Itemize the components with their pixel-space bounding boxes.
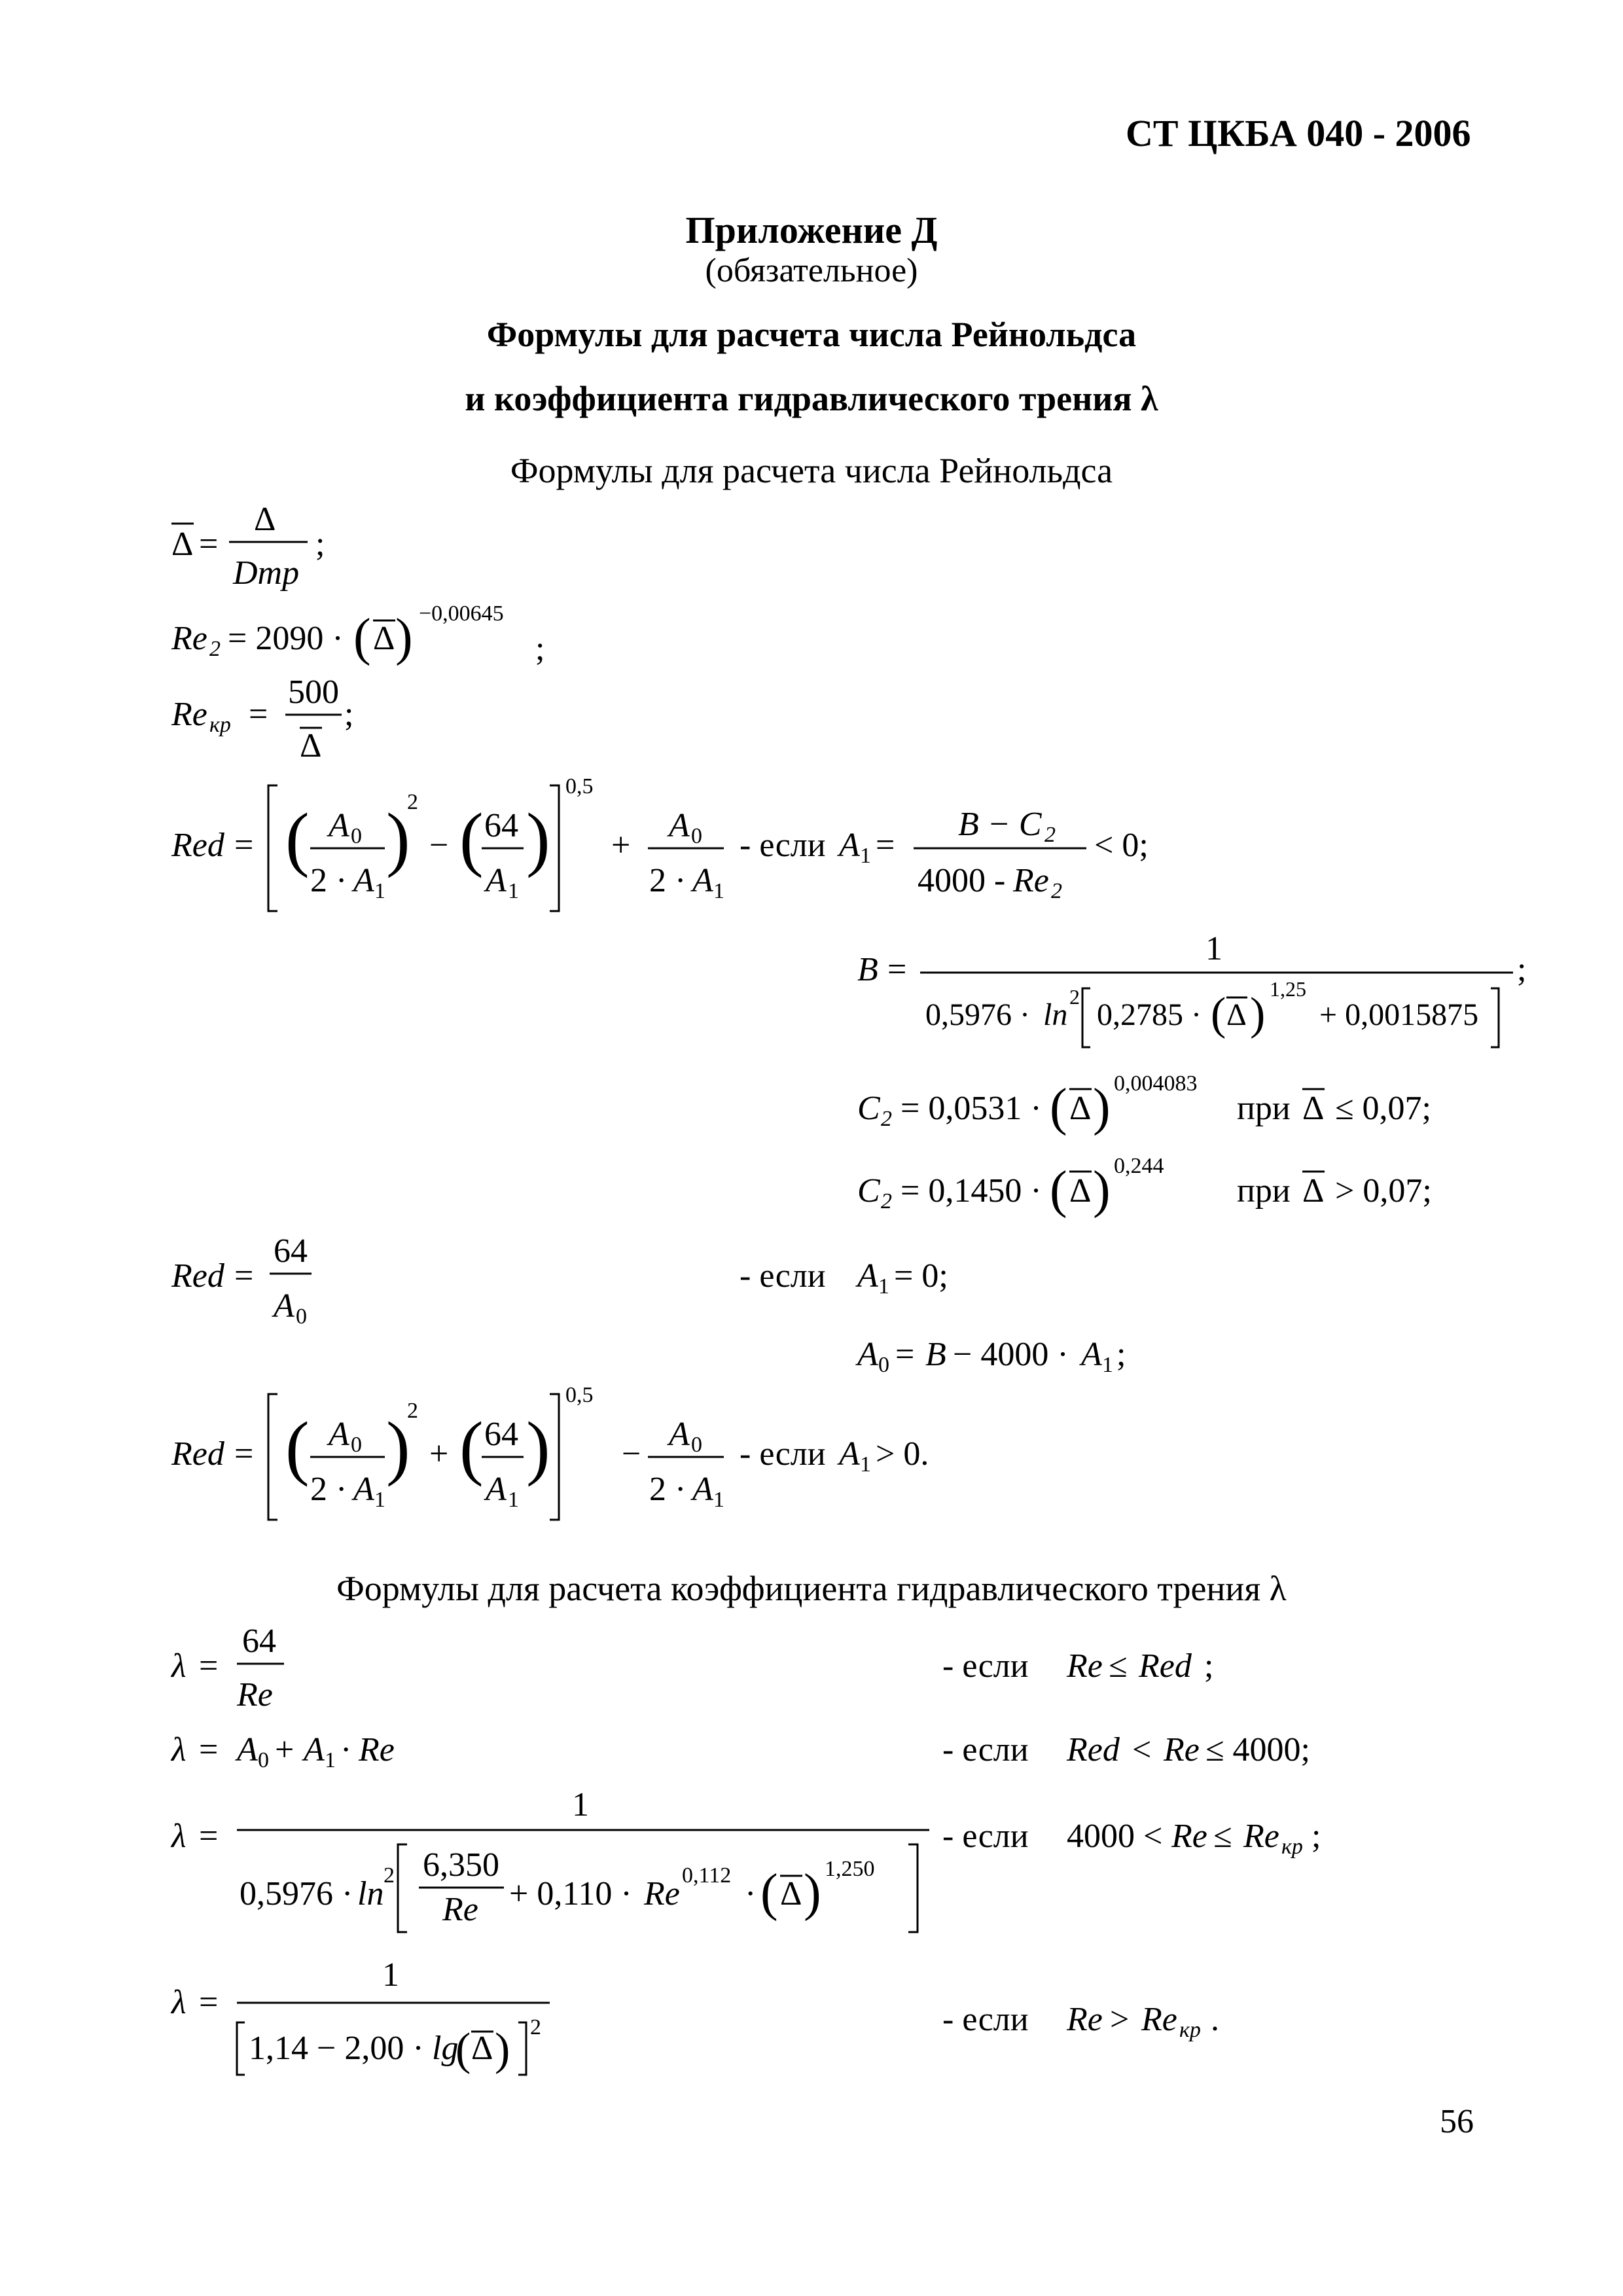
svg-text:=: = [199,1818,219,1855]
section1-title: Формулы для расчета числа Рейнольдса [510,451,1113,490]
formula-c2b [857,1154,1164,1219]
svg-text:2: 2 [1069,985,1080,1009]
cond-c2-gt [1237,1172,1432,1210]
svg-text:Red: Red [1139,1647,1192,1685]
page-number: 56 [1440,2103,1474,2140]
svg-text:1,14 − 2,00 ·: 1,14 − 2,00 · [249,2030,424,2067]
svg-text:1: 1 [325,1748,336,1772]
svg-text:кр: кр [1281,1835,1303,1859]
svg-text:Dтр: Dтр [233,554,300,592]
cond-if-4: - если [942,1647,1029,1685]
svg-text:+: + [275,1731,294,1768]
svg-text:Δ: Δ [300,727,322,764]
svg-text:0: 0 [351,1433,362,1457]
svg-text:Re: Re [442,1891,478,1928]
svg-text:500: 500 [288,673,339,711]
svg-text:=: = [234,1257,254,1295]
section2-title: Формулы для расчета коэффициента гидравлического трения λ [336,1569,1287,1608]
svg-text:Red: Red [1067,1731,1120,1768]
svg-text:;: ; [1311,1818,1321,1855]
svg-text:4000 <: 4000 < [1067,1818,1163,1855]
svg-text:Re: Re [1067,1647,1103,1685]
svg-text:(: ( [1211,989,1226,1039]
formula-rekr [171,673,353,764]
svg-text:B − C: B − C [958,806,1042,843]
svg-text:A: A [353,862,374,899]
svg-text:;: ; [535,630,545,668]
svg-text:< 0;: < 0; [1094,827,1149,864]
svg-text:0,5: 0,5 [565,1383,594,1407]
svg-text:1: 1 [382,1956,399,1994]
svg-text:A: A [669,1416,690,1453]
svg-text:1: 1 [508,1488,519,1512]
cond-if-5: - если [942,1731,1029,1768]
cond-if-2: - если [740,1257,826,1295]
svg-text:2: 2 [881,1189,892,1213]
svg-text:Δ: Δ [1302,1172,1325,1210]
svg-text:Red: Red [171,1435,224,1473]
svg-text:): ) [386,798,410,878]
svg-text:> 0.: > 0. [876,1435,929,1473]
svg-text:λ: λ [171,1647,187,1685]
svg-text:B: B [857,951,878,988]
svg-text:A: A [329,1416,349,1453]
svg-text:Re: Re [1164,1731,1200,1768]
svg-text:A: A [304,1731,325,1768]
svg-text:1: 1 [508,879,519,903]
svg-text:1: 1 [878,1274,889,1299]
svg-text:ln: ln [357,1875,384,1912]
svg-text:(: ( [459,798,484,878]
svg-text:λ: λ [171,1731,187,1768]
svg-text:Δ: Δ [254,501,276,538]
svg-text:Re: Re [359,1731,395,1768]
svg-text:<: < [1132,1731,1152,1768]
svg-text:Δ: Δ [1302,1090,1325,1127]
appendix-heading-line2: и коэффициента гидравлического трения λ [465,379,1158,418]
svg-text:ln: ln [1043,997,1068,1032]
svg-text:4000 -: 4000 - [918,862,1006,899]
svg-text:1,25: 1,25 [1270,977,1306,1001]
svg-text:1: 1 [860,844,871,868]
svg-text:≤ 4000;: ≤ 4000; [1205,1731,1310,1768]
svg-text:1,250: 1,250 [825,1857,875,1881]
svg-text:): ) [386,1407,410,1487]
svg-text:0: 0 [691,824,702,848]
svg-text:1: 1 [713,879,724,903]
svg-text:(: ( [760,1864,778,1922]
svg-text:Re: Re [237,1676,273,1713]
svg-text:=: = [249,696,268,733]
formula-lambda-2 [170,1731,395,1772]
svg-text:λ: λ [171,1984,187,2021]
svg-text:Δ: Δ [471,2030,493,2067]
svg-text:C: C [857,1090,880,1127]
svg-text:≤: ≤ [1213,1818,1232,1855]
svg-text:2: 2 [530,2015,541,2039]
svg-text:Re: Re [1013,862,1049,899]
svg-text:+ 0,110 ·: + 0,110 · [509,1875,632,1912]
svg-text:2 ·: 2 · [649,862,687,899]
cond-a1-gt0 [837,1435,929,1477]
svg-text:64: 64 [484,1416,518,1453]
svg-text:): ) [526,1407,550,1487]
appendix-status: (обязательное) [705,252,918,289]
svg-text:− 4000 ·: − 4000 · [953,1336,1069,1373]
svg-text:A: A [274,1287,294,1325]
svg-text:A: A [486,1471,507,1508]
cond-if-6: - если [942,1818,1029,1855]
svg-text:·: · [340,1731,352,1768]
svg-text:= 0,1450 ·: = 0,1450 · [901,1172,1042,1210]
svg-text:): ) [1093,1161,1111,1219]
svg-text:0: 0 [258,1748,269,1772]
svg-text:A: A [237,1731,258,1768]
svg-text:A: A [329,807,349,844]
svg-text:0,5976 ·: 0,5976 · [925,997,1030,1032]
svg-text:при: при [1237,1090,1291,1127]
svg-text:Re: Re [171,696,207,733]
svg-text:=: = [895,1336,915,1373]
svg-text:=: = [234,1435,254,1473]
svg-text:−: − [622,1435,641,1473]
svg-text:≤ 0,07;: ≤ 0,07; [1335,1090,1431,1127]
formula-red-2 [171,1232,312,1329]
svg-text:Re: Re [171,620,207,657]
svg-text:0,004083: 0,004083 [1114,1071,1198,1096]
svg-text:6,350: 6,350 [423,1846,499,1884]
standard-code: СТ ЦКБА 040 - 2006 [1126,112,1471,154]
svg-text:): ) [804,1864,821,1922]
svg-text:=: = [887,951,907,988]
svg-text:A: A [669,807,690,844]
svg-text:C: C [857,1172,880,1210]
svg-text:2: 2 [1051,879,1062,903]
cond-if-7: - если [942,2001,1029,2038]
svg-text:>: > [1110,2001,1130,2038]
svg-text:Red: Red [171,1257,224,1295]
svg-text:A: A [1081,1336,1102,1373]
svg-text:1: 1 [1205,930,1222,967]
svg-text:1: 1 [1102,1353,1113,1377]
svg-text:0,5976 ·: 0,5976 · [240,1875,353,1912]
svg-text:2 ·: 2 · [310,862,348,899]
svg-text:(: ( [285,798,310,878]
cond-a1-eq0 [855,1257,948,1299]
svg-text:=: = [234,827,254,864]
svg-text:lg: lg [432,2030,459,2067]
formula-re2 [171,601,544,668]
cond-lambda-4 [1066,2001,1219,2042]
svg-text:;: ; [344,696,354,733]
svg-text:A: A [839,827,860,864]
formula-a0 [855,1336,1126,1377]
svg-text:2: 2 [383,1863,395,1888]
svg-text:кр: кр [1179,2018,1201,2042]
svg-text:=: = [199,526,219,563]
svg-text:): ) [395,609,413,666]
cond-if-1: - если [740,827,826,864]
svg-text:= 0,0531 ·: = 0,0531 · [901,1090,1042,1127]
svg-text:= 2090 ·: = 2090 · [228,620,344,657]
svg-text:1: 1 [374,1488,385,1512]
svg-text:): ) [495,2024,510,2075]
svg-text:A: A [857,1336,878,1373]
svg-text:Δ: Δ [373,620,395,657]
formula-b [857,930,1526,1047]
svg-text:B: B [925,1336,946,1373]
svg-text:0: 0 [296,1304,307,1329]
svg-text:Δ: Δ [1226,997,1247,1032]
formula-lambda-4 [170,1956,550,2075]
svg-text:(: ( [1050,1079,1067,1136]
svg-text:64: 64 [484,807,518,844]
cond-a1-lt0 [837,806,1149,903]
svg-text:=: = [199,1731,219,1768]
svg-text:A: A [839,1435,860,1473]
svg-text:2 ·: 2 · [310,1471,348,1508]
svg-text:Re: Re [644,1875,680,1912]
svg-text:): ) [1250,989,1266,1039]
svg-text:Red: Red [171,827,224,864]
svg-text:): ) [1093,1079,1111,1136]
cond-lambda-1 [1066,1647,1213,1685]
svg-text:Δ: Δ [171,526,194,563]
svg-text:Δ: Δ [1069,1090,1092,1127]
svg-text:Δ: Δ [780,1875,802,1912]
svg-text:кр: кр [209,713,231,737]
svg-text:=: = [876,827,895,864]
svg-text:(: ( [455,2024,471,2075]
svg-text:A: A [857,1257,878,1295]
svg-text:Re: Re [1067,2001,1103,2038]
svg-text:λ: λ [171,1818,187,1855]
cond-lambda-2 [1066,1731,1310,1768]
svg-text:0,244: 0,244 [1114,1154,1164,1178]
svg-text:.: . [1211,2001,1219,2038]
svg-text:0,112: 0,112 [682,1863,732,1888]
svg-text:при: при [1237,1172,1291,1210]
svg-text:≤: ≤ [1109,1647,1128,1685]
svg-text:64: 64 [242,1623,276,1660]
svg-text:A: A [486,862,507,899]
svg-text:0: 0 [878,1353,889,1377]
svg-text:;: ; [315,526,325,563]
svg-text:1: 1 [713,1488,724,1512]
svg-text:Re: Re [1243,1818,1279,1855]
svg-text:(: ( [285,1407,310,1487]
svg-text:;: ; [1517,951,1527,988]
svg-text:+: + [611,827,631,864]
svg-text:2: 2 [881,1107,892,1131]
svg-text:64: 64 [274,1232,308,1270]
formula-lambda-3 [170,1786,929,1932]
svg-text:+ 0,0015875: + 0,0015875 [1319,997,1479,1032]
svg-text:2: 2 [407,790,418,814]
svg-text:2 ·: 2 · [649,1471,687,1508]
svg-text:1: 1 [572,1786,589,1823]
appendix-heading-line1: Формулы для расчета числа Рейнольдса [486,315,1137,354]
svg-text:A: A [692,862,713,899]
svg-text:=: = [199,1647,219,1685]
svg-text:1: 1 [374,879,385,903]
svg-text:(: ( [353,609,371,666]
formula-c2a [857,1071,1198,1136]
svg-text:;: ; [1204,1647,1214,1685]
cond-lambda-3 [1067,1818,1321,1859]
appendix-title: Приложение Д [685,209,938,251]
svg-text:=: = [199,1984,219,2021]
svg-text:2: 2 [407,1399,418,1423]
svg-text:;: ; [1116,1336,1126,1373]
svg-text:0,5: 0,5 [565,774,594,798]
svg-text:(: ( [459,1407,484,1487]
formula-red-1 [171,774,724,911]
formula-red-3 [171,1383,724,1520]
svg-text:1: 1 [860,1452,871,1477]
svg-text:Re: Re [1141,2001,1177,2038]
svg-text:−: − [429,827,449,864]
svg-text:Re: Re [1171,1818,1207,1855]
svg-text:): ) [526,798,550,878]
svg-text:0,2785 ·: 0,2785 · [1097,997,1202,1032]
svg-text:> 0,07;: > 0,07; [1335,1172,1432,1210]
formula-lambda-1 [170,1623,284,1713]
cond-c2-le [1237,1089,1431,1127]
svg-text:A: A [353,1471,374,1508]
svg-text:·: · [745,1875,757,1912]
svg-text:(: ( [1050,1161,1067,1219]
svg-text:−0,00645: −0,00645 [419,601,504,626]
svg-text:0: 0 [691,1433,702,1457]
svg-text:2: 2 [209,637,221,661]
svg-text:2: 2 [1044,823,1056,847]
svg-text:= 0;: = 0; [894,1257,948,1295]
cond-if-3: - если [740,1435,826,1473]
formula-delta-bar [171,501,325,592]
svg-text:0: 0 [351,824,362,848]
svg-text:A: A [692,1471,713,1508]
svg-text:+: + [429,1435,449,1473]
svg-text:Δ: Δ [1069,1172,1092,1210]
